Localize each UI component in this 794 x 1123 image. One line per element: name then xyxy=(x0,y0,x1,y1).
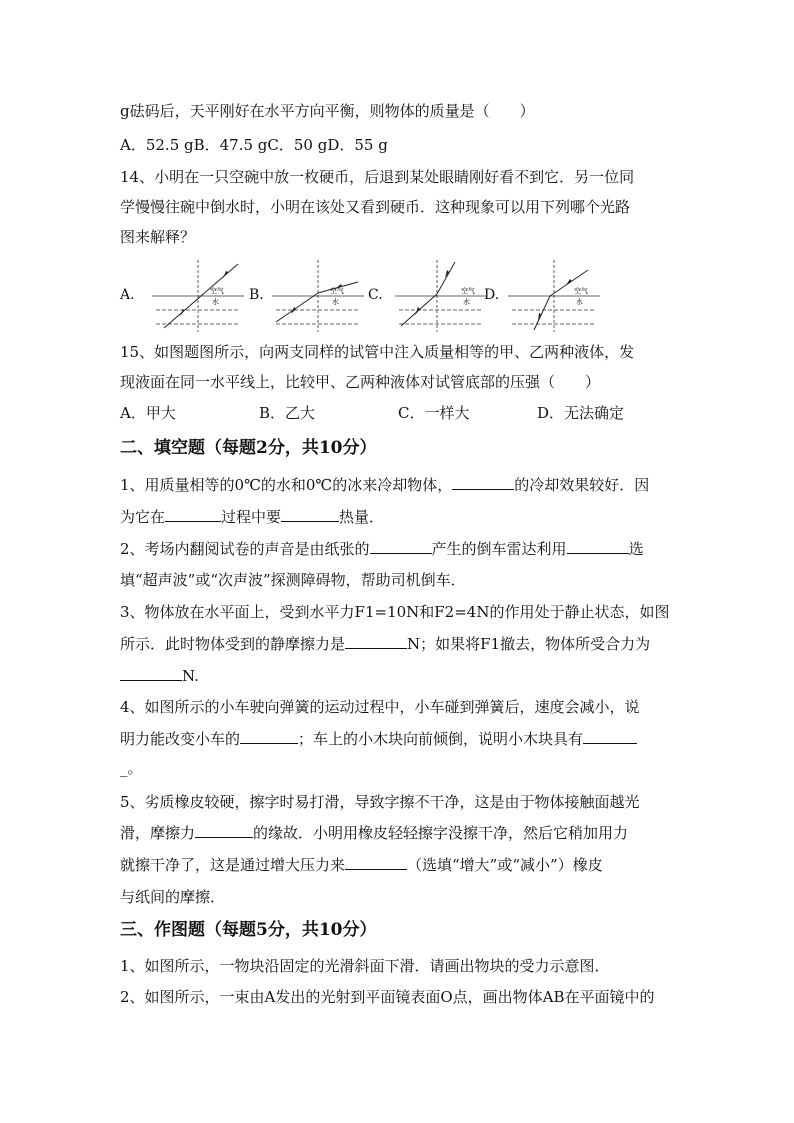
refraction-diagram-b xyxy=(272,258,364,334)
refraction-diagram-c xyxy=(395,258,487,334)
fill-q4-line2: 明力能改变小车的 ；车上的小木块向前倾倒，说明小木块具有 xyxy=(120,729,637,749)
fill-q5-line4: 与纸间的摩擦． xyxy=(120,888,226,906)
refraction-diagram-a xyxy=(152,258,244,334)
answer-blank[interactable] xyxy=(165,507,221,522)
answer-blank[interactable] xyxy=(370,539,432,554)
answer-blank[interactable] xyxy=(195,823,253,838)
answer-blank[interactable] xyxy=(567,539,629,554)
q14-stem-line3: 图来解释？ xyxy=(120,228,196,246)
answer-blank[interactable] xyxy=(452,475,514,490)
q15-option-b: B．乙大 xyxy=(259,404,316,422)
answer-blank[interactable] xyxy=(345,634,407,649)
svg-text:空气: 空气 xyxy=(461,287,475,295)
figure-label-a: A. xyxy=(120,287,135,303)
svg-text:空气: 空气 xyxy=(210,287,224,295)
figure-label-b: B. xyxy=(249,287,264,303)
draw-q2-line1: 2、如图所示，一束由A发出的光射到平面镜表面O点，画出物体AB在平面镜中的 xyxy=(120,988,655,1006)
fill-q3-line1: 3、物体放在水平面上，受到水平力F1=10N和F2=4N的作用处于静止状态，如图 xyxy=(120,603,670,621)
fill-q1-line1: 1、用质量相等的0℃的水和0℃的冰来冷却物体， 的冷却效果较好．因 xyxy=(120,476,650,494)
svg-text:水: 水 xyxy=(576,298,583,306)
q13-stem-tail: g砝码后，天平刚好在水平方向平衡，则物体的质量是（ ） xyxy=(120,102,535,120)
q15-stem-line2: 现液面在同一水平线上，比较甲、乙两种液体对试管底部的压强（ ） xyxy=(120,373,601,391)
fill-q5-line2: 滑，摩擦力 的缘故．小明用橡皮轻轻擦字没擦干净，然后它稍加用力 xyxy=(120,824,629,842)
figure-label-c: C. xyxy=(368,287,383,303)
q15-option-d: D．无法确定 xyxy=(537,404,625,422)
fill-q3-line2: 所示．此时物体受到的静摩擦力是 N；如果将F1撤去，物体所受合力为 xyxy=(120,635,651,653)
answer-blank[interactable] xyxy=(583,729,637,744)
fill-q4-line1: 4、如图所示的小车驶向弹簧的运动过程中，小车碰到弹簧后，速度会减小，说 xyxy=(120,698,640,716)
section-heading-fill-in: 二、填空题（每题2分，共10分） xyxy=(120,438,377,458)
fill-q3-line3: N. xyxy=(120,666,199,686)
svg-text:水: 水 xyxy=(212,298,219,306)
q13-options: A．52.5 gB．47.5 gC．50 gD．55 g xyxy=(120,136,388,154)
fill-q1-line2: 为它在 过程中要 热量． xyxy=(120,508,385,526)
fill-q5-line3: 就擦干净了，这是通过增大压力来 （选填“增大”或“减小”）橡皮 xyxy=(120,856,603,874)
q15-options xyxy=(120,403,624,423)
section-heading-drawing: 三、作图题（每题5分，共10分） xyxy=(120,920,377,940)
fill-q2-line1: 2、考场内翻阅试卷的声音是由纸张的 产生的倒车雷达利用 选 xyxy=(120,540,644,558)
draw-q1: 1、如图所示，一物块沿固定的光滑斜面下滑．请画出物块的受力示意图． xyxy=(120,957,610,975)
refraction-diagram-d xyxy=(508,258,600,334)
svg-text:空气: 空气 xyxy=(330,287,344,295)
svg-text:水: 水 xyxy=(463,298,470,306)
answer-blank[interactable] xyxy=(240,729,298,744)
figure-label-d: D. xyxy=(484,287,500,303)
q14-stem-line2: 学慢慢往碗中倒水时，小明在该处又看到硬币．这种现象可以用下列哪个光路 xyxy=(120,198,631,216)
q15-stem-line1: 15、如图题图所示，向两支同样的试管中注入质量相等的甲、乙两种液体，发 xyxy=(120,343,635,361)
q14-stem-line1: 14、小明在一只空碗中放一枚硬币，后退到某处眼睛刚好看不到它．另一位同 xyxy=(120,168,635,186)
fill-q5-line1: 5、劣质橡皮较硬，擦字时易打滑，导致字擦不干净，这是由于物体接触面越光 xyxy=(120,793,640,811)
fill-q4-line3: _。 xyxy=(120,759,143,777)
q15-option-c: C．一样大 xyxy=(398,404,470,422)
answer-blank[interactable] xyxy=(281,507,339,522)
fill-q2-line2: 填“超声波”或“次声波”探测障碍物，帮助司机倒车． xyxy=(120,571,466,589)
svg-text:水: 水 xyxy=(332,298,339,306)
svg-text:空气: 空气 xyxy=(574,287,588,295)
answer-blank[interactable] xyxy=(120,666,182,681)
q15-option-a: A．甲大 xyxy=(120,404,176,422)
answer-blank[interactable] xyxy=(345,855,407,870)
